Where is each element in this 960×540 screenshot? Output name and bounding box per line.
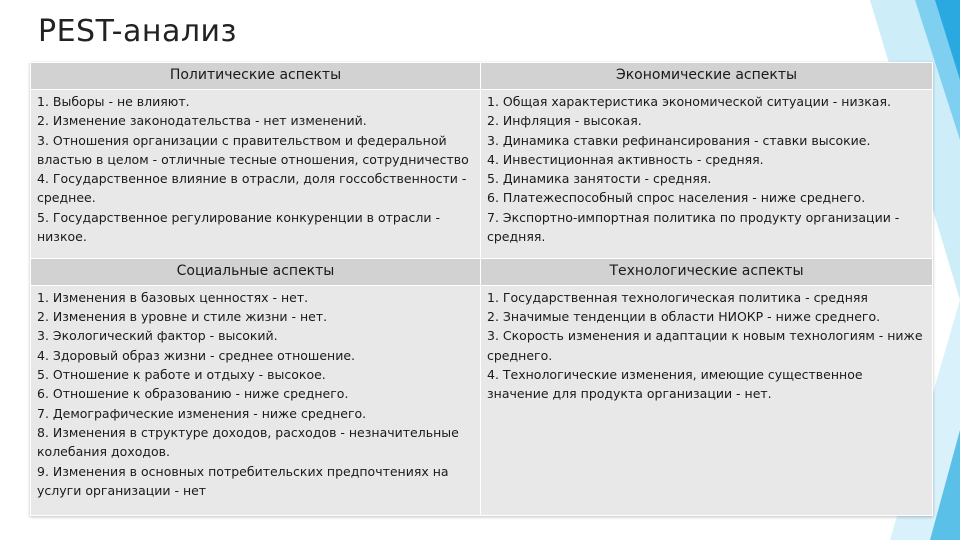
list-item: 4. Государственное влияние в отрасли, доля госсобственности - среднее. — [37, 171, 467, 206]
content-row-top — [31, 90, 933, 259]
header-economic: Экономические аспекты — [481, 63, 933, 90]
list-item: 1. Общая характеристика экономической ситуации - низкая. — [487, 94, 891, 109]
header-technological: Технологические аспекты — [481, 258, 933, 285]
list-item: 4. Здоровый образ жизни - среднее отношение. — [37, 347, 355, 363]
list-item: 3. Динамика ставки рефинансирования - ставки высокие. — [487, 132, 871, 148]
list-item: 7. Экспортно-импортная политика по продукту организации - средняя. — [487, 209, 900, 245]
economic-cell — [481, 90, 933, 259]
list-item: 6. Платежеспособный спрос населения - ниже среднего. — [487, 190, 866, 206]
list-item: 5. Государственное регулирование конкуренции в отрасли - низкое. — [37, 209, 440, 245]
list-item: 3. Отношения организации с правительством и федеральной властью в целом - отличные тесные отношения, сотрудничество — [37, 132, 469, 167]
list-item: 5. Динамика занятости - средняя. — [487, 171, 712, 187]
technological-cell — [481, 285, 933, 515]
list-item: 3. Скорость изменения и адаптации к новым технологиям - ниже среднего. — [487, 328, 923, 363]
slide-title: PEST-анализ — [38, 14, 237, 49]
header-political: Политические аспекты — [31, 63, 481, 90]
list-item: 1. Выборы - не влияют. — [37, 94, 190, 109]
header-social: Социальные аспекты — [31, 258, 481, 285]
pest-table — [30, 62, 933, 516]
list-item: 8. Изменения в структуре доходов, расходов - незначительные колебания доходов. — [37, 424, 459, 460]
list-item: 7. Демографические изменения - ниже среднего. — [37, 405, 367, 421]
list-item: 4. Инвестиционная активность - средняя. — [487, 151, 764, 167]
list-item: 5. Отношение к работе и отдыху - высокое. — [37, 367, 326, 383]
header-row-top — [31, 63, 933, 90]
content-row-bottom — [31, 285, 933, 515]
list-item: 1. Изменения в базовых ценностях - нет. — [37, 289, 309, 305]
list-item: 6. Отношение к образованию - ниже среднего. — [37, 386, 349, 402]
list-item: 2. Значимые тенденции в области НИОКР - ниже среднего. — [487, 309, 881, 325]
list-item: 1. Государственная технологическая политика - средняя — [487, 289, 868, 305]
political-cell — [31, 90, 481, 259]
header-row-bottom — [31, 258, 933, 285]
list-item: 2. Инфляция - высокая. — [487, 113, 642, 129]
list-item: 2. Изменение законодательства - нет изменений. — [37, 113, 367, 129]
list-item: 3. Экологический фактор - высокий. — [37, 328, 278, 344]
list-item: 4. Технологические изменения, имеющие существенное значение для продукта организации - нет. — [487, 367, 863, 402]
social-cell — [31, 285, 481, 515]
list-item: 9. Изменения в основных потребительских предпочтениях на услуги организации - нет — [37, 463, 449, 498]
list-item: 2. Изменения в уровне и стиле жизни - нет. — [37, 309, 328, 325]
